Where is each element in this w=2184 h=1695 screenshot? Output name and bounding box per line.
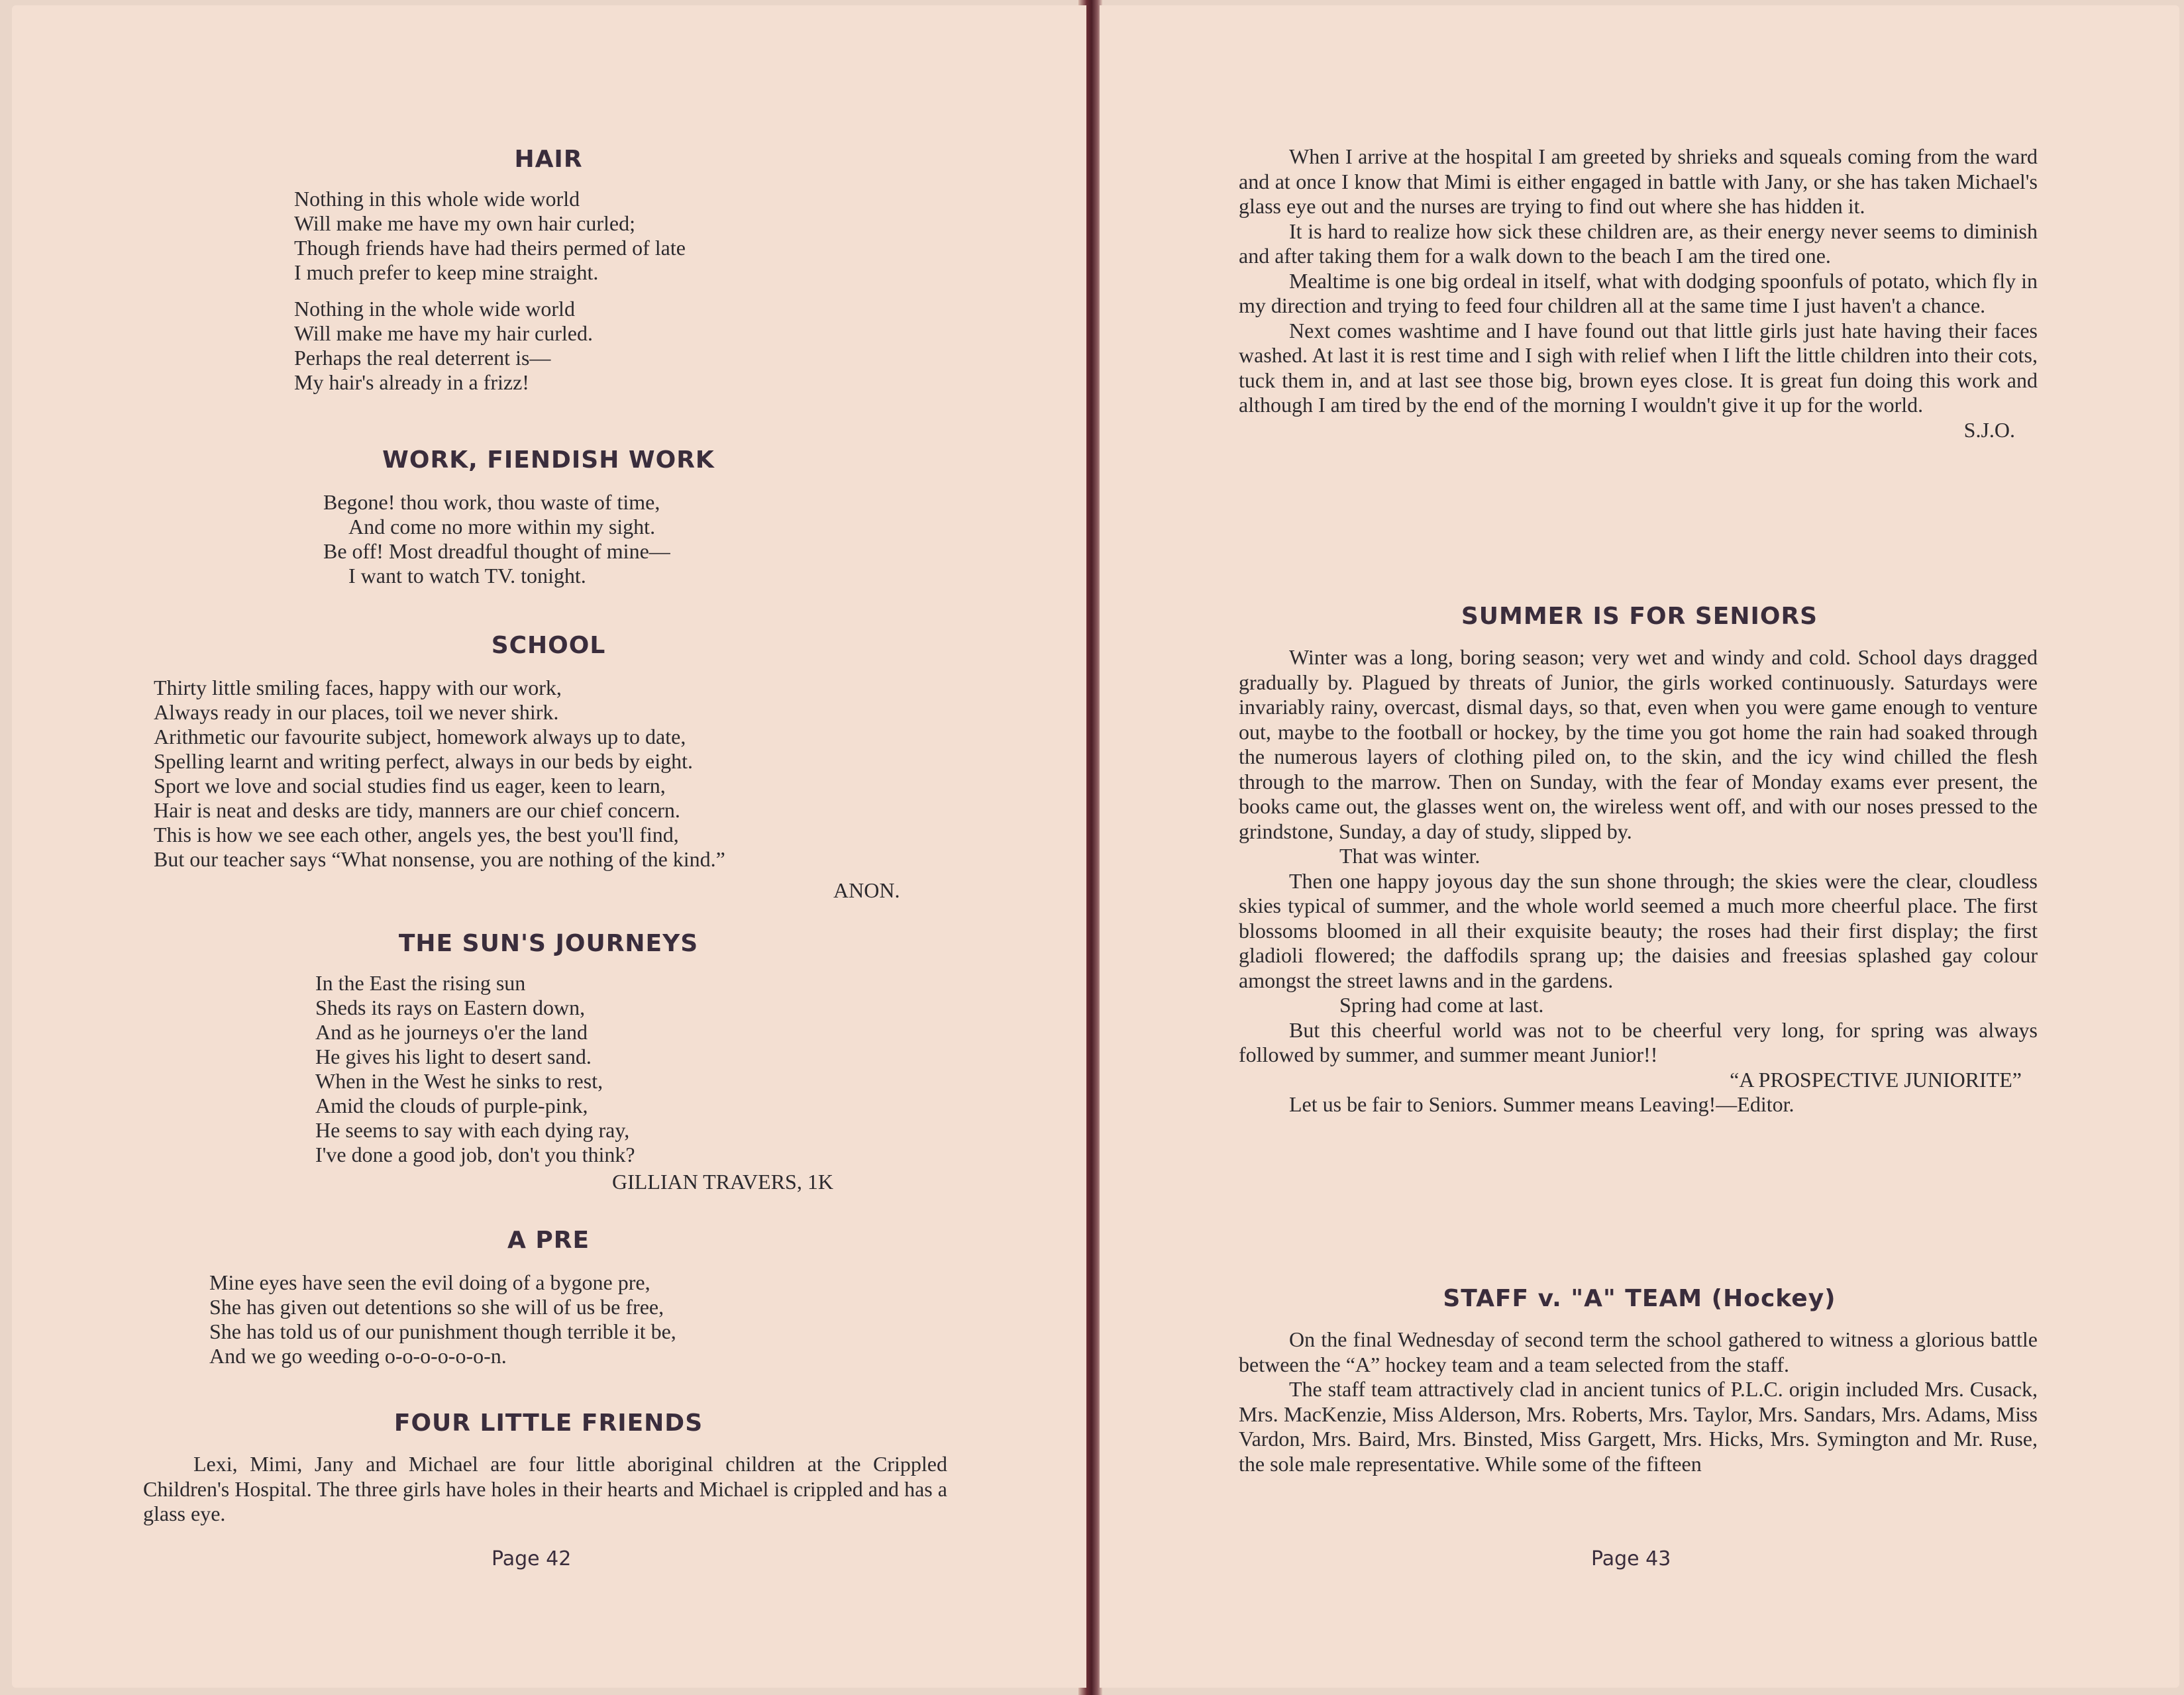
poem-line: He seems to say with each dying ray, [315,1118,630,1142]
friends-text [143,1452,947,1527]
school-poem [154,676,725,872]
pre-title: A PRE [507,1227,590,1254]
poem-line: I want to watch TV. tonight. [348,564,586,588]
work-poem [323,490,670,588]
sun-poem [315,971,635,1167]
paragraph: When I arrive at the hospital I am greeted by shrieks and squeals coming from the ward and at once I know that Mimi is either engaged in battle with Jany, or she has taken Michael's glass eye out and the nurses are trying to find out where she has hidden it. [1239,144,2038,218]
sun-title: THE SUN'S JOURNEYS [398,930,699,957]
editor-note: Let us be fair to Seniors. Summer means Leaving!—Editor. [1289,1092,1794,1116]
summer-text [1239,645,2038,1117]
hospital-author: S.J.O. [1963,417,2015,442]
school-title: SCHOOL [491,632,606,659]
hair-poem [294,187,686,407]
paragraph: The staff team attractively clad in ancient tunics of P.L.C. origin included Mrs. Cusack, Mrs. MacKenzie, Miss Alderson, Mrs. Roberts, Mrs. Taylor, Mrs. Sandars, Mrs. Adams, Miss Vardon, Mrs. Baird, Mrs. Binsted, Miss Gargett, Mrs. Hicks, Mrs. Symington and Mr. Ruse, the sole male representative. While some of the fifteen [1239,1377,2038,1476]
sun-author: GILLIAN TRAVERS, 1K [612,1170,833,1194]
poem-line: Sport we love and social studies find us eager, keen to learn, [154,774,666,797]
poem-line: My hair's already in a frizz! [294,370,529,394]
poem-line: Will make me have my hair curled. [294,321,593,345]
hair-stanza-2 [294,297,686,395]
page-number-left: Page 42 [492,1547,572,1570]
poem-line: Will make me have my own hair curled; [294,211,635,235]
poem-line: Though friends have had theirs permed of late [294,236,686,260]
poem-line: But our teacher says “What nonsense, you are nothing of the kind.” [154,847,725,871]
poem-line: Hair is neat and desks are tidy, manners are our chief concern. [154,798,680,822]
poem-line: Mine eyes have seen the evil doing of a bygone pre, [209,1270,650,1294]
poem-line: In the East the rising sun [315,971,526,995]
poem-line: Nothing in the whole wide world [294,297,575,321]
paragraph: Lexi, Mimi, Jany and Michael are four little aboriginal children at the Crippled Children's Hospital. The three girls have holes in their hearts and Michael is crippled and has a glass eye. [143,1452,947,1525]
poem-line: Spelling learnt and writing perfect, always in our beds by eight. [154,749,694,773]
poem-line: Amid the clouds of purple-pink, [315,1094,588,1117]
poem-line: And we go weeding o-o-o-o-o-o-n. [209,1344,507,1368]
school-author: ANON. [833,878,900,902]
hospital-text [1239,144,2038,442]
paragraph: Then one happy joyous day the sun shone through; the skies were the clear, cloudless skies typical of summer, and the whole world seemed a much more cheerful place. The first blossoms bloomed in all their exquisite beauty; the roses had their first display; the first gladioli flowered; the daffodils sprang up; the daisies and freesias splashed gay colour amongst the street lawns and in the gardens. [1239,868,2038,992]
staff-title: STAFF v. "A" TEAM (Hockey) [1443,1285,1836,1312]
paragraph: That was winter. [1339,844,1481,868]
page-number-right: Page 43 [1591,1547,1671,1570]
poem-line: Sheds its rays on Eastern down, [315,996,586,1019]
poem-line: Arithmetic our favourite subject, homework always up to date, [154,725,686,748]
hair-title: HAIR [514,146,583,173]
poem-line: When in the West he sinks to rest, [315,1069,603,1093]
paragraph: Mealtime is one big ordeal in itself, what with dodging spoonfuls of potato, which fly in my direction and trying to feed four children all at the same time I just haven't a chance. [1239,268,2038,317]
poem-line: Begone! thou work, thou waste of time, [323,490,660,514]
paragraph: On the final Wednesday of second term the school gathered to witness a glorious battle between the “A” hockey team and a team selected from the staff. [1239,1327,2038,1376]
paragraph: But this cheerful world was not to be cheerful very long, for spring was always followed by summer, and summer meant Junior!! [1239,1017,2038,1066]
poem-line: I've done a good job, don't you think? [315,1143,635,1166]
poem-line: Nothing in this whole wide world [294,187,580,211]
pre-poem [209,1270,676,1368]
poem-line: And as he journeys o'er the land [315,1020,588,1044]
poem-line: She has given out detentions so she will of us be free, [209,1295,664,1319]
hair-stanza-1 [294,187,686,285]
poem-line: Perhaps the real deterrent is— [294,346,551,370]
summer-author: “A PROSPECTIVE JUNIORITE” [1730,1067,2022,1092]
paragraph: Spring had come at last. [1339,993,1544,1017]
staff-text [1239,1327,2038,1476]
poem-line: This is how we see each other, angels yes, the best you'll find, [154,823,679,847]
summer-title: SUMMER IS FOR SENIORS [1461,603,1818,630]
left-page [12,5,1086,1688]
work-title: WORK, FIENDISH WORK [382,446,715,474]
right-page [1100,5,2179,1688]
paragraph: It is hard to realize how sick these children are, as their energy never seems to diminish and after taking them for a walk down to the beach I am the tired one. [1239,219,2038,268]
poem-line: She has told us of our punishment though terrible it be, [209,1319,676,1343]
poem-line: I much prefer to keep mine straight. [294,260,599,284]
poem-line: Thirty little smiling faces, happy with our work, [154,676,562,699]
poem-line: Always ready in our places, toil we never shirk. [154,700,559,724]
poem-line: Be off! Most dreadful thought of mine— [323,539,670,563]
paragraph: Winter was a long, boring season; very wet and windy and cold. School days dragged gradually by. Plagued by threats of Junior, the girls worked continuously. Saturdays were invariably rainy, overcast, dismal days, so that, even when you were game enough to venture out, maybe to the football or hockey, by the time you got home the rain had soaked through the numerous layers of clothing piled on, to the skin, and the icy wind chilled the flesh through to the marrow. Then on Sunday, with the fear of Monday exams ever present, the books came out, the glasses went on, the wireless went off, and with our noses pressed to the grindstone, Sunday, a day of study, slipped by. [1239,645,2038,843]
friends-title: FOUR LITTLE FRIENDS [393,1410,703,1437]
poem-line: He gives his light to desert sand. [315,1045,592,1068]
poem-line: And come no more within my sight. [348,515,656,539]
paragraph: Next comes washtime and I have found out that little girls just hate having their faces washed. At last it is rest time and I sigh with relief when I lift the little children into their cots, tuck them in, and at last see those big, brown eyes close. It is great fun doing this work and although I am tired by the end of the morning I wouldn't give it up for the world. [1239,318,2038,417]
